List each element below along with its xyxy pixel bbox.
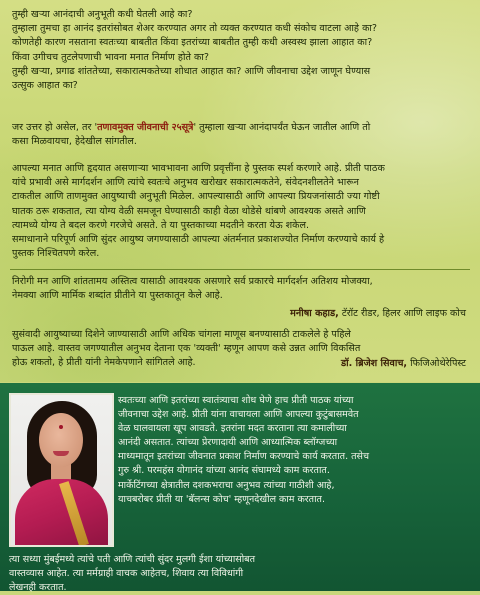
testimonial-author: मनीषा कहाड, (290, 308, 339, 319)
testimonial-author: डॉ. ब्रिजेश सिवाच, (341, 358, 408, 369)
testimonial-signature (341, 357, 466, 371)
answer-prefix: जर उत्तर हो असेल, तर ' (12, 122, 98, 133)
intro-questions: तुम्ही खऱ्या आनंदाची अनुभूती कधी घेतली आहे का? तुम्हाला तुमचा हा आनंद इतरांसोबत शेअर करण्यात अगर तो व्यक्त करण्यात कधी संकोच वाटला आहे का? कोणतेही कारण नसताना स्वतःच्या बाबतीत किंवा इतरांच्या बाबतीत तुम्ही कधी अस्वस्थ झाला आहात का? किंवा उगीचच तुटलेपणाची भावना मनात निर्माण होते का? तुम्ही खऱ्या, प्रगाढ शांततेच्या, सकारात्मकतेच्या शोधात आहात का? आणि जीवनाचा उद्देश जाणून घेण्यास उत्सुक आहात का? (12, 9, 378, 92)
testimonial-quote: सुसंवादी आयुष्याच्या दिशेने जाण्यासाठी आणि अधिक चांगला माणूस बनण्यासाठी टाकलेले हे पहिले पाऊल आहे. वास्तव जगण्यातील अनुभव देताना एक 'व्यक्ती' म्हणून आपण कसे उन्नत आणि विकसित होऊ शकतो, हे प्रीती यांनी नेमकेपणाने सांगितले आहे. (12, 329, 361, 369)
book-title: तणावमुक्त जीवनाची २५सूत्रे (97, 122, 194, 133)
answer-suffix: ' तुम्हाला खऱ्या आनंदापर्यंत घेऊन जातील आणि तो कसा मिळवायचा, हेदेखील सांगतील. (12, 122, 371, 148)
author-photo (9, 393, 114, 547)
testimonial-signature (290, 307, 466, 321)
testimonial-author-role: टॅरॉट रीडर, हिलर आणि लाइफ कोच (341, 308, 466, 319)
testimonial-quote: निरोगी मन आणि शांततामय अस्तित्व यासाठी आवश्यक असणारे सर्व प्रकारचे मार्गदर्शन अतिशय मोजक्या, नेमक्या आणि मार्मिक शब्दांत प्रीतीने या पुस्तकातून केले आहे. (12, 276, 373, 302)
testimonial-author-role: फिजिओथेरेपिस्ट (410, 358, 466, 369)
author-bio: स्वतःच्या आणि इतरांच्या स्वातंत्र्याचा शोध घेणे हाच प्रीती पाठक यांच्या जीवनाचा उद्देश आहे. प्रीती यांना वाचायला आणि आपल्या कुटुंबासमवेत वेळ घालवायला खूप आवडते. इतरांना मदत करताना त्या कमालीच्या आनंदी असतात. त्यांच्या प्रेरणादायी आणि आध्यात्मिक ब्लॉग्जच्या माध्यमातून इतरांच्या जीवनात प्रकाश निर्माण करण्याचे कार्य करतात. तसेच गुरु श्री. परमहंस योगानंद यांच्या आनंद संघामध्ये काम करतात. मार्केटिंगच्या क्षेत्रातील दशकभराचा अनुभव त्यांच्या गाठीशी आहे, याचबरोबर प्रीती या 'बॅलन्स कोच' म्हणूनदेखील काम करतात. (118, 395, 369, 505)
author-bio-continued: त्या सध्या मुंबईमध्ये त्यांचे पती आणि त्यांची सुंदर मुलगी ईशा यांच्यासोबत वास्तव्यास आहेत. त्या मर्मग्राही वाचक आहेतच, शिवाय त्या विविधांगी लेखनही करतात. (9, 554, 256, 594)
intro-answer (12, 121, 470, 149)
section-divider (10, 269, 470, 270)
book-description: आपल्या मनात आणि हृदयात असणाऱ्या भावभावना आणि प्रवृत्तींना हे पुस्तक स्पर्श करणारे आहे. प्रीती पाठक यांचे प्रभावी असे मार्गदर्शन आणि त्यांचे स्वतःचे अनुभव खरोखर सकारात्मकतेने, संवेदनशीलतेने भारून टाकतील आणि ताणमुक्त आयुष्याची अनुभूती मिळेल. आपल्यासाठी आणि आपल्या प्रियजनांसाठी ज्या गोष्टी घातक ठरू शकतात, त्या योग्य वेळी समजून घेण्यासाठी काही वेळा थोडेसे थांबणे आवश्यक असते आणि त्यामध्ये योग्य ते बदल करणे गरजेचे असते. ते या पुस्तकाच्या मदतीने करता येऊ शकेल. समाधानाने परिपूर्ण आणि सुंदर आयुष्य जगण्यासाठी आपल्या अंतर्मनात प्रकाशज्योत निर्माण करण्याचे कार्य हे पुस्तक निश्चितपणे करेल. (12, 163, 385, 260)
author-section (0, 383, 480, 594)
